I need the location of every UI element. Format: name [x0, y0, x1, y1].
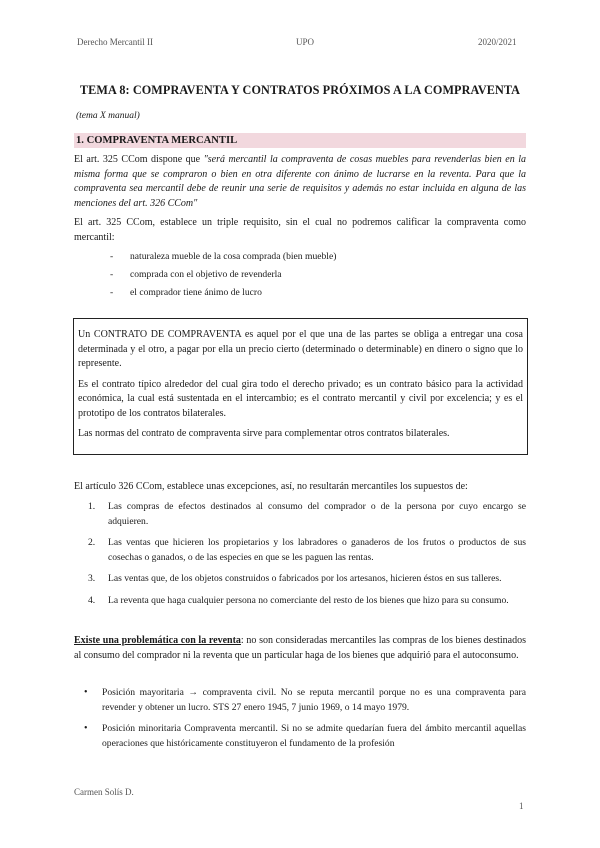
- document-title: TEMA 8: COMPRAVENTA Y CONTRATOS PRÓXIMOS A LA COMPRAVENTA: [79, 83, 521, 97]
- item-text: La reventa que haga cualquier persona no comerciante del resto de los bienes que hizo para su consumo.: [108, 594, 509, 606]
- footer-author: Carmen Solís D.: [74, 787, 134, 797]
- paragraph-art-326: El artículo 326 CCom, establece unas excepciones, así, no resultarán mercantiles los supuestos de:: [74, 481, 468, 492]
- item-number: 2.: [88, 537, 96, 548]
- header-university: UPO: [296, 37, 315, 47]
- list-item: [84, 686, 526, 715]
- positions-list: [84, 686, 526, 758]
- quote-art-325: "será mercantil la compraventa de cosas muebles para revenderlas bien en la misma forma que se compraron o bien en otra diferente con ánimo de lucrarse en la reventa. Para que la compraventa sea mercantil debe de reunir una serie de requisitos y además no estar incluida en alguna de las menciones del art. 326 CCom": [74, 154, 526, 209]
- dash-marker: -: [110, 269, 114, 280]
- item-text: Las compras de efectos destinados al consumo del comprador o de la persona por cuyo encargo se adquieren.: [108, 501, 526, 527]
- requisito-list-item: [110, 268, 282, 282]
- section-heading-compraventa-mercantil: 1. COMPRAVENTA MERCANTIL: [74, 133, 526, 148]
- paragraph-triple-requisito: El art. 325 CCom, establece un triple requisito, sin el cual no podremos calificar la compraventa como mercantil:: [74, 217, 526, 243]
- reventa-lead: Existe una problemática con la reventa: [74, 635, 241, 646]
- item-text: Las ventas que, de los objetos construidos o fabricados por los artesanos, hicieren éstos en sus talleres.: [108, 573, 502, 584]
- box-paragraph-definition: Un CONTRATO DE COMPRAVENTA es aquel por el que una de las partes se obliga a entregar una cosa determinada y el otro, a pagar por ella un precio cierto (determinado o determinable) en dinero o signo que lo represente.: [78, 329, 523, 369]
- dash-marker: -: [110, 251, 114, 262]
- requisito-list-item: [110, 250, 336, 264]
- list-item: [88, 594, 526, 609]
- list-item: [88, 536, 526, 565]
- paragraph-art-325: [74, 153, 526, 211]
- item-text: Posición mayoritaria → compraventa civil. No se reputa mercantil porque no es una compraventa para revender y obtener un lucro. STS 27 enero 1945, 7 junio 1969, o 14 mayo 1979.: [102, 687, 526, 713]
- requisito-list-item: [110, 286, 262, 300]
- requisito-text: naturaleza mueble de la cosa comprada (bien mueble): [130, 251, 337, 262]
- item-number: 1.: [88, 501, 96, 512]
- list-item: [84, 722, 526, 751]
- header-year: 2020/2021: [478, 37, 517, 47]
- exceptions-list: [88, 500, 526, 615]
- requisito-text: el comprador tiene ánimo de lucro: [130, 287, 262, 298]
- box-paragraph-typical-contract: Es el contrato típico alrededor del cual gira todo el derecho privado; es un contrato básico para la actividad económica, la cual está sustentada en el intercambio; es el contrato mercantil y civil por excelencia; y es el prototipo de los contratos bilaterales.: [78, 378, 523, 419]
- paragraph-reventa: [74, 634, 526, 663]
- bullet-marker: •: [84, 723, 88, 734]
- reventa-rest: : no son consideradas mercantiles las compras de los bienes destinados al consumo del comprador ni la reventa que un particular haga de los bienes que adquirió para el autoconsumo.: [74, 635, 526, 661]
- item-text: Las ventas que hicieren los propietarios y los labradores o ganaderos de los frutos o productos de sus cosechas o ganados, o de las especies en que se les paguen las rentas.: [108, 537, 526, 563]
- list-item: [88, 572, 526, 587]
- box-paragraph-norms: Las normas del contrato de compraventa sirve para complementar otros contratos bilaterales.: [78, 428, 450, 439]
- manual-note: (tema X manual): [76, 111, 140, 121]
- page-number: 1: [519, 801, 524, 811]
- requisito-text: comprada con el objetivo de revenderla: [130, 269, 282, 280]
- header-subject: Derecho Mercantil II: [77, 37, 153, 47]
- paragraph-art-325-intro: El art. 325 CCom dispone que: [74, 154, 204, 165]
- item-number: 3.: [88, 573, 96, 584]
- definition-box: [73, 318, 528, 455]
- dash-marker: -: [110, 287, 114, 298]
- item-text: Posición minoritaria Compraventa mercantil. Si no se admite quedarían fuera del ámbito mercantil aquellas operaciones que históricamente constituyeron el fundamento de la profesión: [102, 723, 526, 749]
- item-number: 4.: [88, 594, 96, 606]
- list-item: [88, 500, 526, 529]
- bullet-marker: •: [84, 687, 88, 698]
